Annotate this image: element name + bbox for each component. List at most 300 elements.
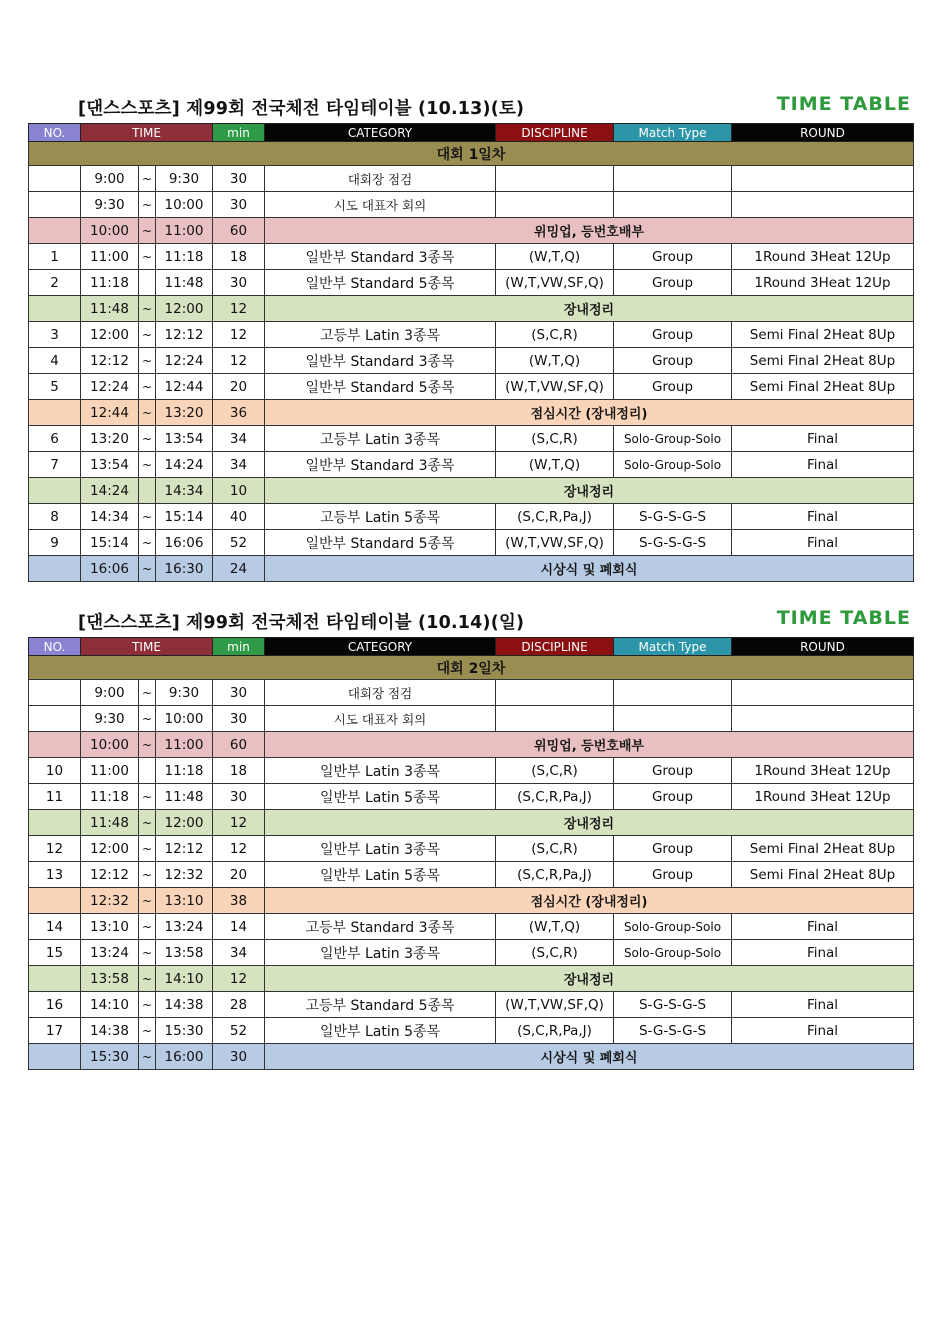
start-time: 15:30 [81,1044,139,1070]
category-cell: 일반부 Standard 5종목 [265,270,496,296]
category-cell: 일반부 Standard 3종목 [265,244,496,270]
end-time: 12:00 [156,296,213,322]
day-label: 대회 2일차 [29,656,914,680]
start-time: 13:10 [81,914,139,940]
start-time: 11:18 [81,270,139,296]
time-separator: ~ [139,556,156,582]
table-header-row [29,638,914,656]
row-no: 8 [29,504,81,530]
table-row [29,836,914,862]
end-time: 13:58 [156,940,213,966]
category-cell: 일반부 Standard 5종목 [265,374,496,400]
discipline-cell: (W,T,VW,SF,Q) [496,270,614,296]
start-time: 9:30 [81,192,139,218]
time-separator: ~ [139,426,156,452]
end-time: 10:00 [156,706,213,732]
end-time: 12:00 [156,810,213,836]
match-type-cell [614,706,732,732]
duration-min: 30 [213,1044,265,1070]
category-cell: 시도 대표자 회의 [265,192,496,218]
table-row [29,706,914,732]
end-time: 14:38 [156,992,213,1018]
round-cell [732,680,914,706]
category-cell: 일반부 Latin 3종목 [265,758,496,784]
time-separator: ~ [139,992,156,1018]
duration-min: 30 [213,166,265,192]
round-cell: Final [732,940,914,966]
round-cell: Semi Final 2Heat 8Up [732,374,914,400]
duration-min: 30 [213,784,265,810]
day1-title-row [28,93,913,123]
day2-title-row [28,607,913,637]
header-category: CATEGORY [265,638,496,656]
page-title: [댄스스포츠] 제99회 전국체전 타임테이블 (10.13)(토) [78,99,525,119]
duration-min: 40 [213,504,265,530]
table-row [29,270,914,296]
table-row [29,862,914,888]
page-title: [댄스스포츠] 제99회 전국체전 타임테이블 (10.14)(일) [78,613,525,633]
time-separator: ~ [139,530,156,556]
time-separator: ~ [139,244,156,270]
header-no: NO. [29,638,81,656]
discipline-cell [496,706,614,732]
discipline-cell [496,192,614,218]
start-time: 9:00 [81,166,139,192]
round-cell: Semi Final 2Heat 8Up [732,348,914,374]
time-separator: ~ [139,732,156,758]
start-time: 14:34 [81,504,139,530]
category-cell: 고등부 Latin 5종목 [265,504,496,530]
match-type-cell: S-G-S-G-S [614,1018,732,1044]
schedule-table [28,123,914,582]
row-no: 1 [29,244,81,270]
table-row [29,348,914,374]
duration-min: 18 [213,758,265,784]
end-time: 12:12 [156,322,213,348]
table-row [29,192,914,218]
discipline-cell: (S,C,R) [496,758,614,784]
row-no [29,556,81,582]
time-separator: ~ [139,680,156,706]
category-cell: 고등부 Latin 3종목 [265,426,496,452]
duration-min: 18 [213,244,265,270]
header-match-type: Match Type [614,124,732,142]
discipline-cell: (S,C,R) [496,836,614,862]
row-no: 4 [29,348,81,374]
time-table-label: TIME TABLE [776,93,911,115]
time-separator [139,270,156,296]
header-time: TIME [81,638,213,656]
header-time: TIME [81,124,213,142]
duration-min: 34 [213,940,265,966]
match-type-cell: Group [614,322,732,348]
time-separator: ~ [139,888,156,914]
match-type-cell: Group [614,270,732,296]
header-discipline: DISCIPLINE [496,638,614,656]
start-time: 11:48 [81,810,139,836]
break-label: 시상식 및 폐회식 [265,556,914,582]
match-type-cell: Solo-Group-Solo [614,940,732,966]
round-cell: Final [732,452,914,478]
time-table-label: TIME TABLE [776,607,911,629]
table-row [29,374,914,400]
end-time: 11:48 [156,784,213,810]
time-separator: ~ [139,940,156,966]
duration-min: 12 [213,322,265,348]
start-time: 9:00 [81,680,139,706]
category-cell: 일반부 Latin 5종목 [265,1018,496,1044]
start-time: 13:20 [81,426,139,452]
table-row [29,992,914,1018]
row-no: 2 [29,270,81,296]
category-cell: 고등부 Latin 3종목 [265,322,496,348]
round-cell: Final [732,914,914,940]
time-separator: ~ [139,374,156,400]
table-row [29,966,914,992]
start-time: 16:06 [81,556,139,582]
discipline-cell: (W,T,Q) [496,452,614,478]
end-time: 11:18 [156,758,213,784]
discipline-cell: (W,T,Q) [496,348,614,374]
table-row [29,758,914,784]
duration-min: 20 [213,862,265,888]
time-separator: ~ [139,192,156,218]
table-row [29,1018,914,1044]
time-separator: ~ [139,322,156,348]
row-no [29,192,81,218]
row-no [29,888,81,914]
duration-min: 24 [213,556,265,582]
round-cell: Final [732,426,914,452]
match-type-cell: Group [614,374,732,400]
category-cell: 일반부 Latin 5종목 [265,784,496,810]
category-cell: 대회장 점검 [265,680,496,706]
header-discipline: DISCIPLINE [496,124,614,142]
round-cell [732,166,914,192]
header-category: CATEGORY [265,124,496,142]
row-no: 15 [29,940,81,966]
start-time: 11:00 [81,758,139,784]
category-cell: 시도 대표자 회의 [265,706,496,732]
time-separator: ~ [139,810,156,836]
table-row [29,680,914,706]
round-cell: 1Round 3Heat 12Up [732,784,914,810]
time-separator: ~ [139,1044,156,1070]
row-no: 5 [29,374,81,400]
break-label: 위밍업, 등번호배부 [265,732,914,758]
header-no: NO. [29,124,81,142]
round-cell: 1Round 3Heat 12Up [732,244,914,270]
time-separator: ~ [139,400,156,426]
time-separator: ~ [139,296,156,322]
discipline-cell: (W,T,Q) [496,244,614,270]
discipline-cell: (W,T,Q) [496,914,614,940]
time-separator: ~ [139,862,156,888]
time-separator: ~ [139,706,156,732]
discipline-cell [496,166,614,192]
round-cell: 1Round 3Heat 12Up [732,270,914,296]
table-row [29,504,914,530]
duration-min: 38 [213,888,265,914]
break-label: 점심시간 (장내정리) [265,400,914,426]
discipline-cell: (S,C,R) [496,426,614,452]
match-type-cell: S-G-S-G-S [614,530,732,556]
duration-min: 30 [213,270,265,296]
start-time: 11:18 [81,784,139,810]
table-row [29,400,914,426]
day-label-row [29,656,914,680]
duration-min: 30 [213,680,265,706]
discipline-cell: (S,C,R,Pa,J) [496,504,614,530]
table-row [29,244,914,270]
table-row [29,784,914,810]
match-type-cell: S-G-S-G-S [614,504,732,530]
discipline-cell: (S,C,R) [496,322,614,348]
row-no: 13 [29,862,81,888]
table-row [29,914,914,940]
end-time: 11:00 [156,732,213,758]
table-header-row [29,124,914,142]
category-cell: 일반부 Standard 3종목 [265,452,496,478]
discipline-cell: (W,T,VW,SF,Q) [496,374,614,400]
start-time: 15:14 [81,530,139,556]
day2-section [28,607,913,1070]
header-min: min [213,638,265,656]
match-type-cell [614,680,732,706]
end-time: 13:20 [156,400,213,426]
row-no: 12 [29,836,81,862]
round-cell: Semi Final 2Heat 8Up [732,322,914,348]
time-separator [139,758,156,784]
end-time: 13:24 [156,914,213,940]
row-no [29,966,81,992]
match-type-cell: Solo-Group-Solo [614,426,732,452]
end-time: 11:18 [156,244,213,270]
category-cell: 대회장 점검 [265,166,496,192]
break-label: 장내정리 [265,810,914,836]
end-time: 10:00 [156,192,213,218]
end-time: 9:30 [156,680,213,706]
match-type-cell: Solo-Group-Solo [614,452,732,478]
table-row [29,322,914,348]
row-no: 17 [29,1018,81,1044]
end-time: 13:10 [156,888,213,914]
match-type-cell: Solo-Group-Solo [614,914,732,940]
row-no: 14 [29,914,81,940]
match-type-cell [614,166,732,192]
duration-min: 12 [213,296,265,322]
match-type-cell [614,192,732,218]
row-no: 7 [29,452,81,478]
end-time: 14:10 [156,966,213,992]
start-time: 13:58 [81,966,139,992]
duration-min: 12 [213,348,265,374]
end-time: 14:24 [156,452,213,478]
schedule-table [28,637,914,1070]
end-time: 12:44 [156,374,213,400]
start-time: 12:24 [81,374,139,400]
duration-min: 12 [213,836,265,862]
end-time: 15:30 [156,1018,213,1044]
row-no: 3 [29,322,81,348]
category-cell: 고등부 Standard 3종목 [265,914,496,940]
duration-min: 14 [213,914,265,940]
category-cell: 일반부 Latin 3종목 [265,836,496,862]
duration-min: 12 [213,810,265,836]
match-type-cell: Group [614,862,732,888]
break-label: 점심시간 (장내정리) [265,888,914,914]
end-time: 12:32 [156,862,213,888]
start-time: 13:24 [81,940,139,966]
round-cell: Final [732,1018,914,1044]
start-time: 11:00 [81,244,139,270]
start-time: 11:48 [81,296,139,322]
start-time: 14:38 [81,1018,139,1044]
table-row [29,556,914,582]
match-type-cell: Group [614,348,732,374]
round-cell: Final [732,530,914,556]
time-separator: ~ [139,348,156,374]
time-separator: ~ [139,836,156,862]
table-row [29,426,914,452]
start-time: 10:00 [81,218,139,244]
duration-min: 30 [213,706,265,732]
match-type-cell: S-G-S-G-S [614,992,732,1018]
time-separator: ~ [139,966,156,992]
table-row [29,478,914,504]
table-row [29,218,914,244]
match-type-cell: Group [614,758,732,784]
duration-min: 52 [213,1018,265,1044]
table-row [29,810,914,836]
time-separator: ~ [139,1018,156,1044]
row-no [29,400,81,426]
day1-section [28,93,913,582]
start-time: 12:00 [81,322,139,348]
discipline-cell [496,680,614,706]
header-match-type: Match Type [614,638,732,656]
end-time: 12:12 [156,836,213,862]
table-row [29,452,914,478]
table-row [29,1044,914,1070]
duration-min: 34 [213,452,265,478]
row-no [29,810,81,836]
header-min: min [213,124,265,142]
time-separator: ~ [139,166,156,192]
duration-min: 52 [213,530,265,556]
time-separator: ~ [139,914,156,940]
row-no: 9 [29,530,81,556]
duration-min: 30 [213,192,265,218]
start-time: 9:30 [81,706,139,732]
match-type-cell: Group [614,836,732,862]
row-no [29,706,81,732]
duration-min: 28 [213,992,265,1018]
end-time: 16:06 [156,530,213,556]
row-no: 6 [29,426,81,452]
round-cell [732,706,914,732]
end-time: 16:30 [156,556,213,582]
start-time: 12:32 [81,888,139,914]
category-cell: 고등부 Standard 5종목 [265,992,496,1018]
round-cell: Semi Final 2Heat 8Up [732,836,914,862]
start-time: 14:10 [81,992,139,1018]
header-round: ROUND [732,124,914,142]
break-label: 장내정리 [265,296,914,322]
break-label: 장내정리 [265,478,914,504]
row-no [29,478,81,504]
match-type-cell: Group [614,784,732,810]
duration-min: 60 [213,732,265,758]
round-cell: Final [732,504,914,530]
time-separator: ~ [139,784,156,810]
header-round: ROUND [732,638,914,656]
start-time: 12:00 [81,836,139,862]
round-cell: 1Round 3Heat 12Up [732,758,914,784]
duration-min: 12 [213,966,265,992]
row-no: 10 [29,758,81,784]
end-time: 11:48 [156,270,213,296]
duration-min: 60 [213,218,265,244]
table-row [29,732,914,758]
round-cell [732,192,914,218]
category-cell: 일반부 Latin 5종목 [265,862,496,888]
break-label: 장내정리 [265,966,914,992]
start-time: 10:00 [81,732,139,758]
match-type-cell: Group [614,244,732,270]
time-separator: ~ [139,218,156,244]
day-label-row [29,142,914,166]
category-cell: 일반부 Latin 3종목 [265,940,496,966]
time-separator: ~ [139,452,156,478]
break-label: 위밍업, 등번호배부 [265,218,914,244]
row-no [29,296,81,322]
end-time: 16:00 [156,1044,213,1070]
row-no [29,680,81,706]
discipline-cell: (S,C,R,Pa,J) [496,784,614,810]
table-row [29,530,914,556]
duration-min: 34 [213,426,265,452]
time-separator [139,478,156,504]
row-no [29,1044,81,1070]
duration-min: 36 [213,400,265,426]
end-time: 15:14 [156,504,213,530]
discipline-cell: (S,C,R,Pa,J) [496,862,614,888]
start-time: 12:12 [81,348,139,374]
end-time: 9:30 [156,166,213,192]
category-cell: 일반부 Standard 3종목 [265,348,496,374]
table-row [29,296,914,322]
round-cell: Final [732,992,914,1018]
table-row [29,940,914,966]
end-time: 13:54 [156,426,213,452]
end-time: 11:00 [156,218,213,244]
start-time: 13:54 [81,452,139,478]
time-separator: ~ [139,504,156,530]
duration-min: 10 [213,478,265,504]
table-row [29,166,914,192]
discipline-cell: (S,C,R) [496,940,614,966]
discipline-cell: (S,C,R,Pa,J) [496,1018,614,1044]
row-no [29,218,81,244]
row-no: 11 [29,784,81,810]
category-cell: 일반부 Standard 5종목 [265,530,496,556]
row-no [29,166,81,192]
start-time: 12:12 [81,862,139,888]
row-no: 16 [29,992,81,1018]
end-time: 14:34 [156,478,213,504]
duration-min: 20 [213,374,265,400]
